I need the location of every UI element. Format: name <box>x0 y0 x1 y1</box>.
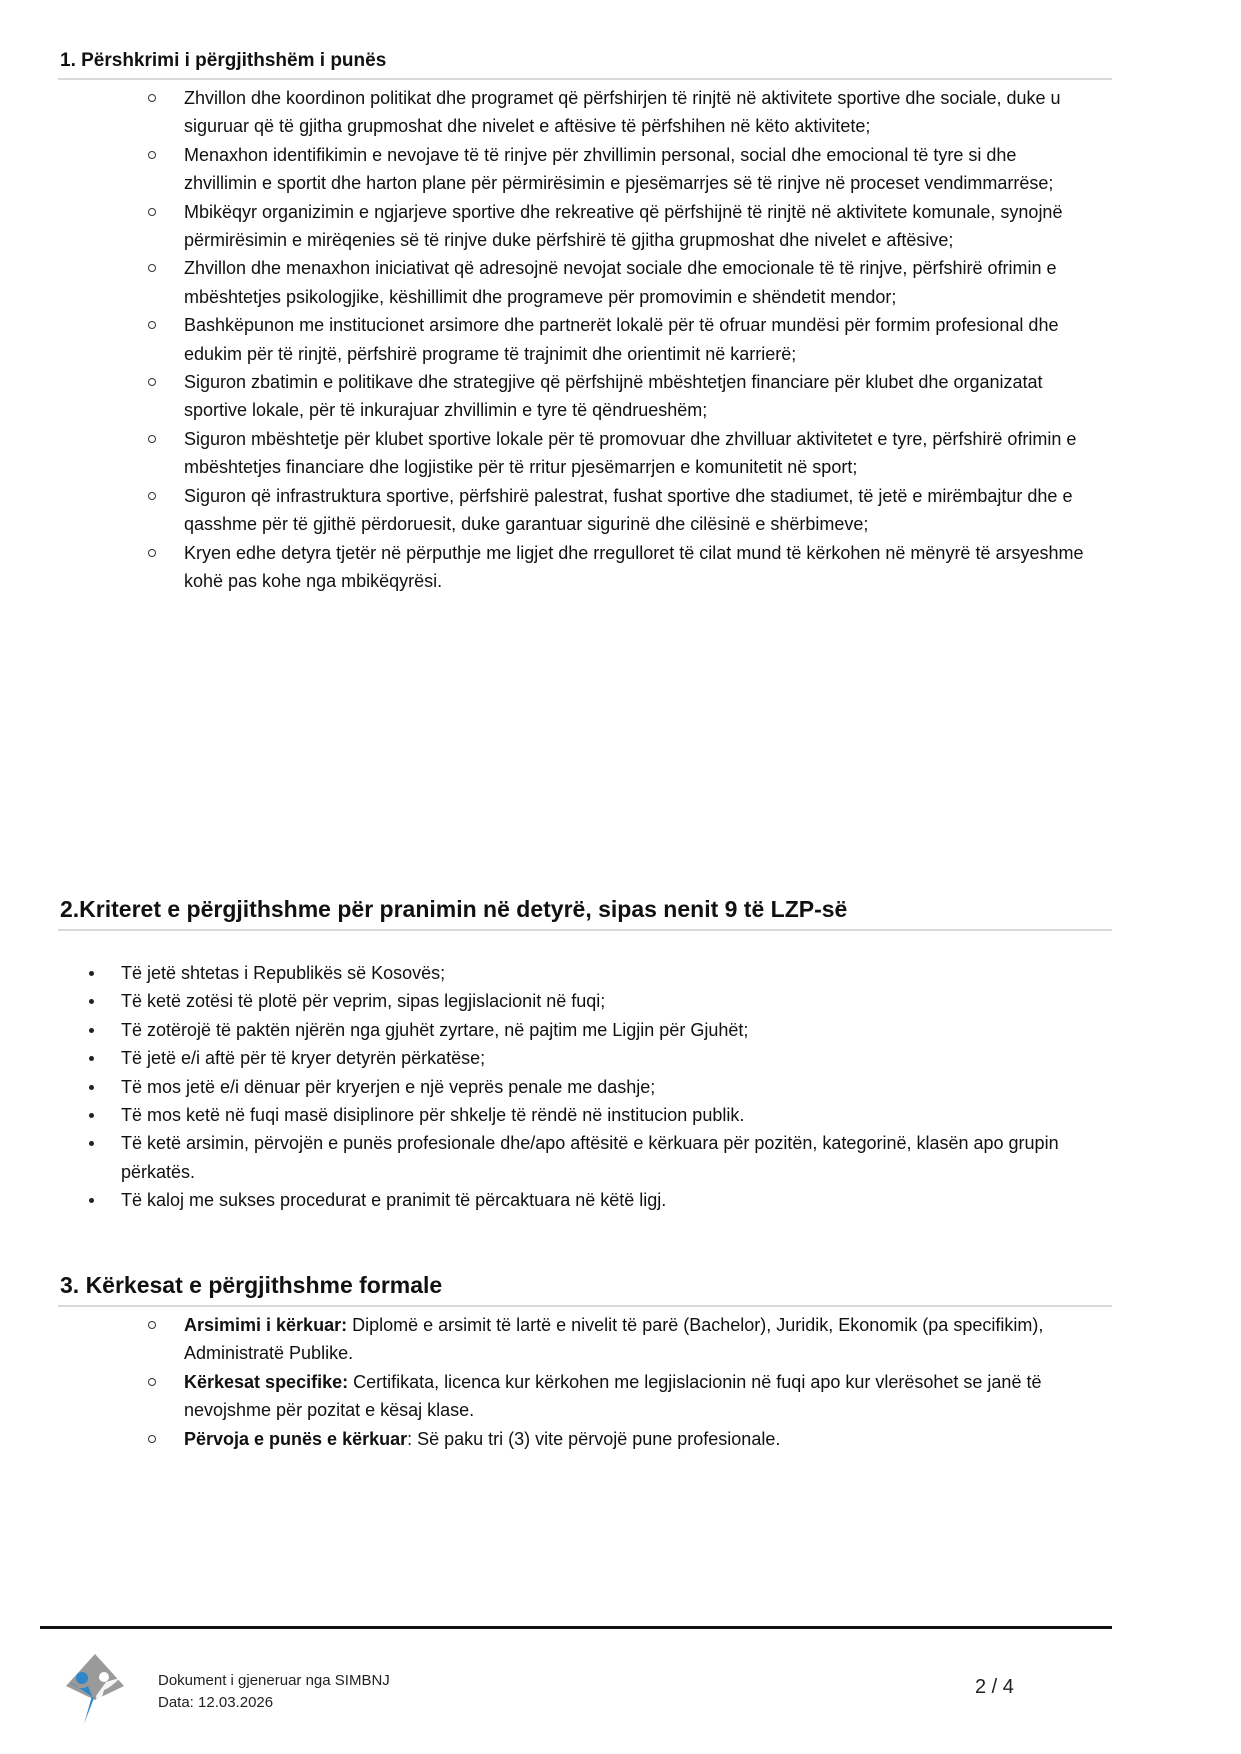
list-item: Kërkesat specifike: Certifikata, licenca kur kërkohen me legjislacionin në fuqi apo kur vlerësohet se janë të nevojshme për pozitat e kësaj klase. <box>58 1368 1112 1425</box>
requirement-label: Kërkesat specifike: <box>184 1371 349 1392</box>
dot-bullet-icon <box>89 1056 94 1061</box>
section-job-description <box>58 50 1112 595</box>
circle-bullet-icon <box>148 151 156 159</box>
list-item: Të ketë zotësi të plotë për veprim, sipas legjislacionit në fuqi; <box>58 987 1112 1015</box>
simbnj-logo-icon <box>62 1652 128 1726</box>
list-item: Siguron që infrastruktura sportive, përfshirë palestrat, fushat sportive dhe stadiumet, të jetë e mirëmbajtur dhe e qasshme për të gjithë përdoruesit, duke garantuar sigurinë dhe cilësinë e shërbimeve; <box>58 482 1112 539</box>
dot-bullet-icon <box>89 1085 94 1090</box>
dot-bullet-icon <box>89 971 94 976</box>
list-item: Të mos ketë në fuqi masë disiplinore për shkelje të rëndë në institucion publik. <box>58 1101 1112 1129</box>
section-general-criteria <box>58 896 1112 1215</box>
criteria-list <box>58 959 1112 1215</box>
list-item: Zhvillon dhe koordinon politikat dhe programet që përfshirjen të rinjtë në aktivitete sportive dhe sociale, duke u siguruar që të gjitha grupmoshat dhe nivelet e aftësive të përfshihen në këto aktivitete; <box>58 84 1112 141</box>
generated-by-text: Dokument i gjeneruar nga SIMBNJ <box>158 1672 390 1689</box>
circle-bullet-icon <box>148 492 156 500</box>
dot-bullet-icon <box>89 1113 94 1118</box>
section-title: 1. Përshkrimi i përgjithshëm i punës <box>58 50 1112 80</box>
list-item: Të mos jetë e/i dënuar për kryerjen e një veprës penale me dashje; <box>58 1073 1112 1101</box>
circle-bullet-icon <box>148 1378 156 1386</box>
list-item: Kryen edhe detyra tjetër në përputhje me ligjet dhe rregulloret të cilat mund të kërkohen në mënyrë të arsyeshme kohë pas kohe nga mbikëqyrësi. <box>58 539 1112 596</box>
circle-bullet-icon <box>148 94 156 102</box>
dot-bullet-icon <box>89 1141 94 1146</box>
list-item: Përvoja e punës e kërkuar: Së paku tri (3) vite përvojë pune profesionale. <box>58 1425 1112 1453</box>
list-item: Të jetë e/i aftë për të kryer detyrën përkatëse; <box>58 1044 1112 1072</box>
section-title: 2.Kriteret e përgjithshme për pranimin në detyrë, sipas nenit 9 të LZP-së <box>58 896 1112 931</box>
list-item: Të ketë arsimin, përvojën e punës profesionale dhe/apo aftësitë e kërkuara për pozitën, kategorinë, klasën apo grupin përkatës. <box>58 1129 1112 1186</box>
list-item: Arsimimi i kërkuar: Diplomë e arsimit të lartë e nivelit të parë (Bachelor), Juridik, Ekonomik (pa specifikim), Administratë Publike. <box>58 1311 1112 1368</box>
list-item: Bashkëpunon me institucionet arsimore dhe partnerët lokalë për të ofruar mundësi për formim profesional dhe edukim për të rinjtë, përfshirë programe të trajnimit dhe orientimit në karrierë; <box>58 311 1112 368</box>
circle-bullet-icon <box>148 264 156 272</box>
list-item: Mbikëqyr organizimin e ngjarjeve sportive dhe rekreative që përfshijnë të rinjtë në aktivitete komunale, synojnë përmirësimin e mirëqenies së të rinjve duke përfshirë të gjitha grupmoshat dhe nivelet e aftësive; <box>58 198 1112 255</box>
document-date: Data: 12.03.2026 <box>158 1694 274 1711</box>
circle-bullet-icon <box>148 1435 156 1443</box>
requirement-label: Arsimimi i kërkuar: <box>184 1315 348 1335</box>
circle-bullet-icon <box>148 208 156 216</box>
dot-bullet-icon <box>89 999 94 1004</box>
list-item: Të jetë shtetas i Republikës së Kosovës; <box>58 959 1112 987</box>
section-title: 3. Kërkesat e përgjithshme formale <box>58 1272 1112 1307</box>
circle-bullet-icon <box>148 435 156 443</box>
list-item: Siguron mbështetje për klubet sportive lokale për të promovuar dhe zhvilluar aktivitetet e tyre, përfshirë ofrimin e mbështetjes financiare dhe logjistike për të rritur pjesëmarrjen e komunitetit në sport; <box>58 425 1112 482</box>
section-formal-requirements <box>58 1272 1112 1453</box>
dot-bullet-icon <box>89 1198 94 1203</box>
footer-info <box>158 1670 390 1714</box>
footer-divider <box>40 1626 1112 1629</box>
requirements-list <box>58 1311 1112 1453</box>
job-duties-list <box>58 84 1112 595</box>
circle-bullet-icon <box>148 321 156 329</box>
circle-bullet-icon <box>148 378 156 386</box>
page-number: 2 / 4 <box>975 1676 1014 1698</box>
dot-bullet-icon <box>89 1028 94 1033</box>
list-item: Menaxhon identifikimin e nevojave të të rinjve për zhvillimin personal, social dhe emocional të tyre si dhe zhvillimin e sportit dhe harton plane për përmirësimin e pjesëmarrjes së të rinjve në proceset vendimmarrëse; <box>58 141 1112 198</box>
circle-bullet-icon <box>148 549 156 557</box>
list-item: Siguron zbatimin e politikave dhe strategjive që përfshijnë mbështetjen financiare për klubet dhe organizatat sportive lokale, për të inkurajuar zhvillimin e tyre të qëndrueshëm; <box>58 368 1112 425</box>
requirement-label: Përvoja e punës e kërkuar <box>184 1428 408 1449</box>
circle-bullet-icon <box>148 1321 156 1329</box>
list-item: Zhvillon dhe menaxhon iniciativat që adresojnë nevojat sociale dhe emocionale të të rinjve, përfshirë ofrimin e mbështetjes psikologjike, këshillimit dhe programeve për promovimin e shëndetit mendor; <box>58 254 1112 311</box>
list-item: Të zotërojë të paktën njërën nga gjuhët zyrtare, në pajtim me Ligjin për Gjuhët; <box>58 1016 1112 1044</box>
list-item: Të kaloj me sukses procedurat e pranimit të përcaktuara në këtë ligj. <box>58 1186 1112 1214</box>
